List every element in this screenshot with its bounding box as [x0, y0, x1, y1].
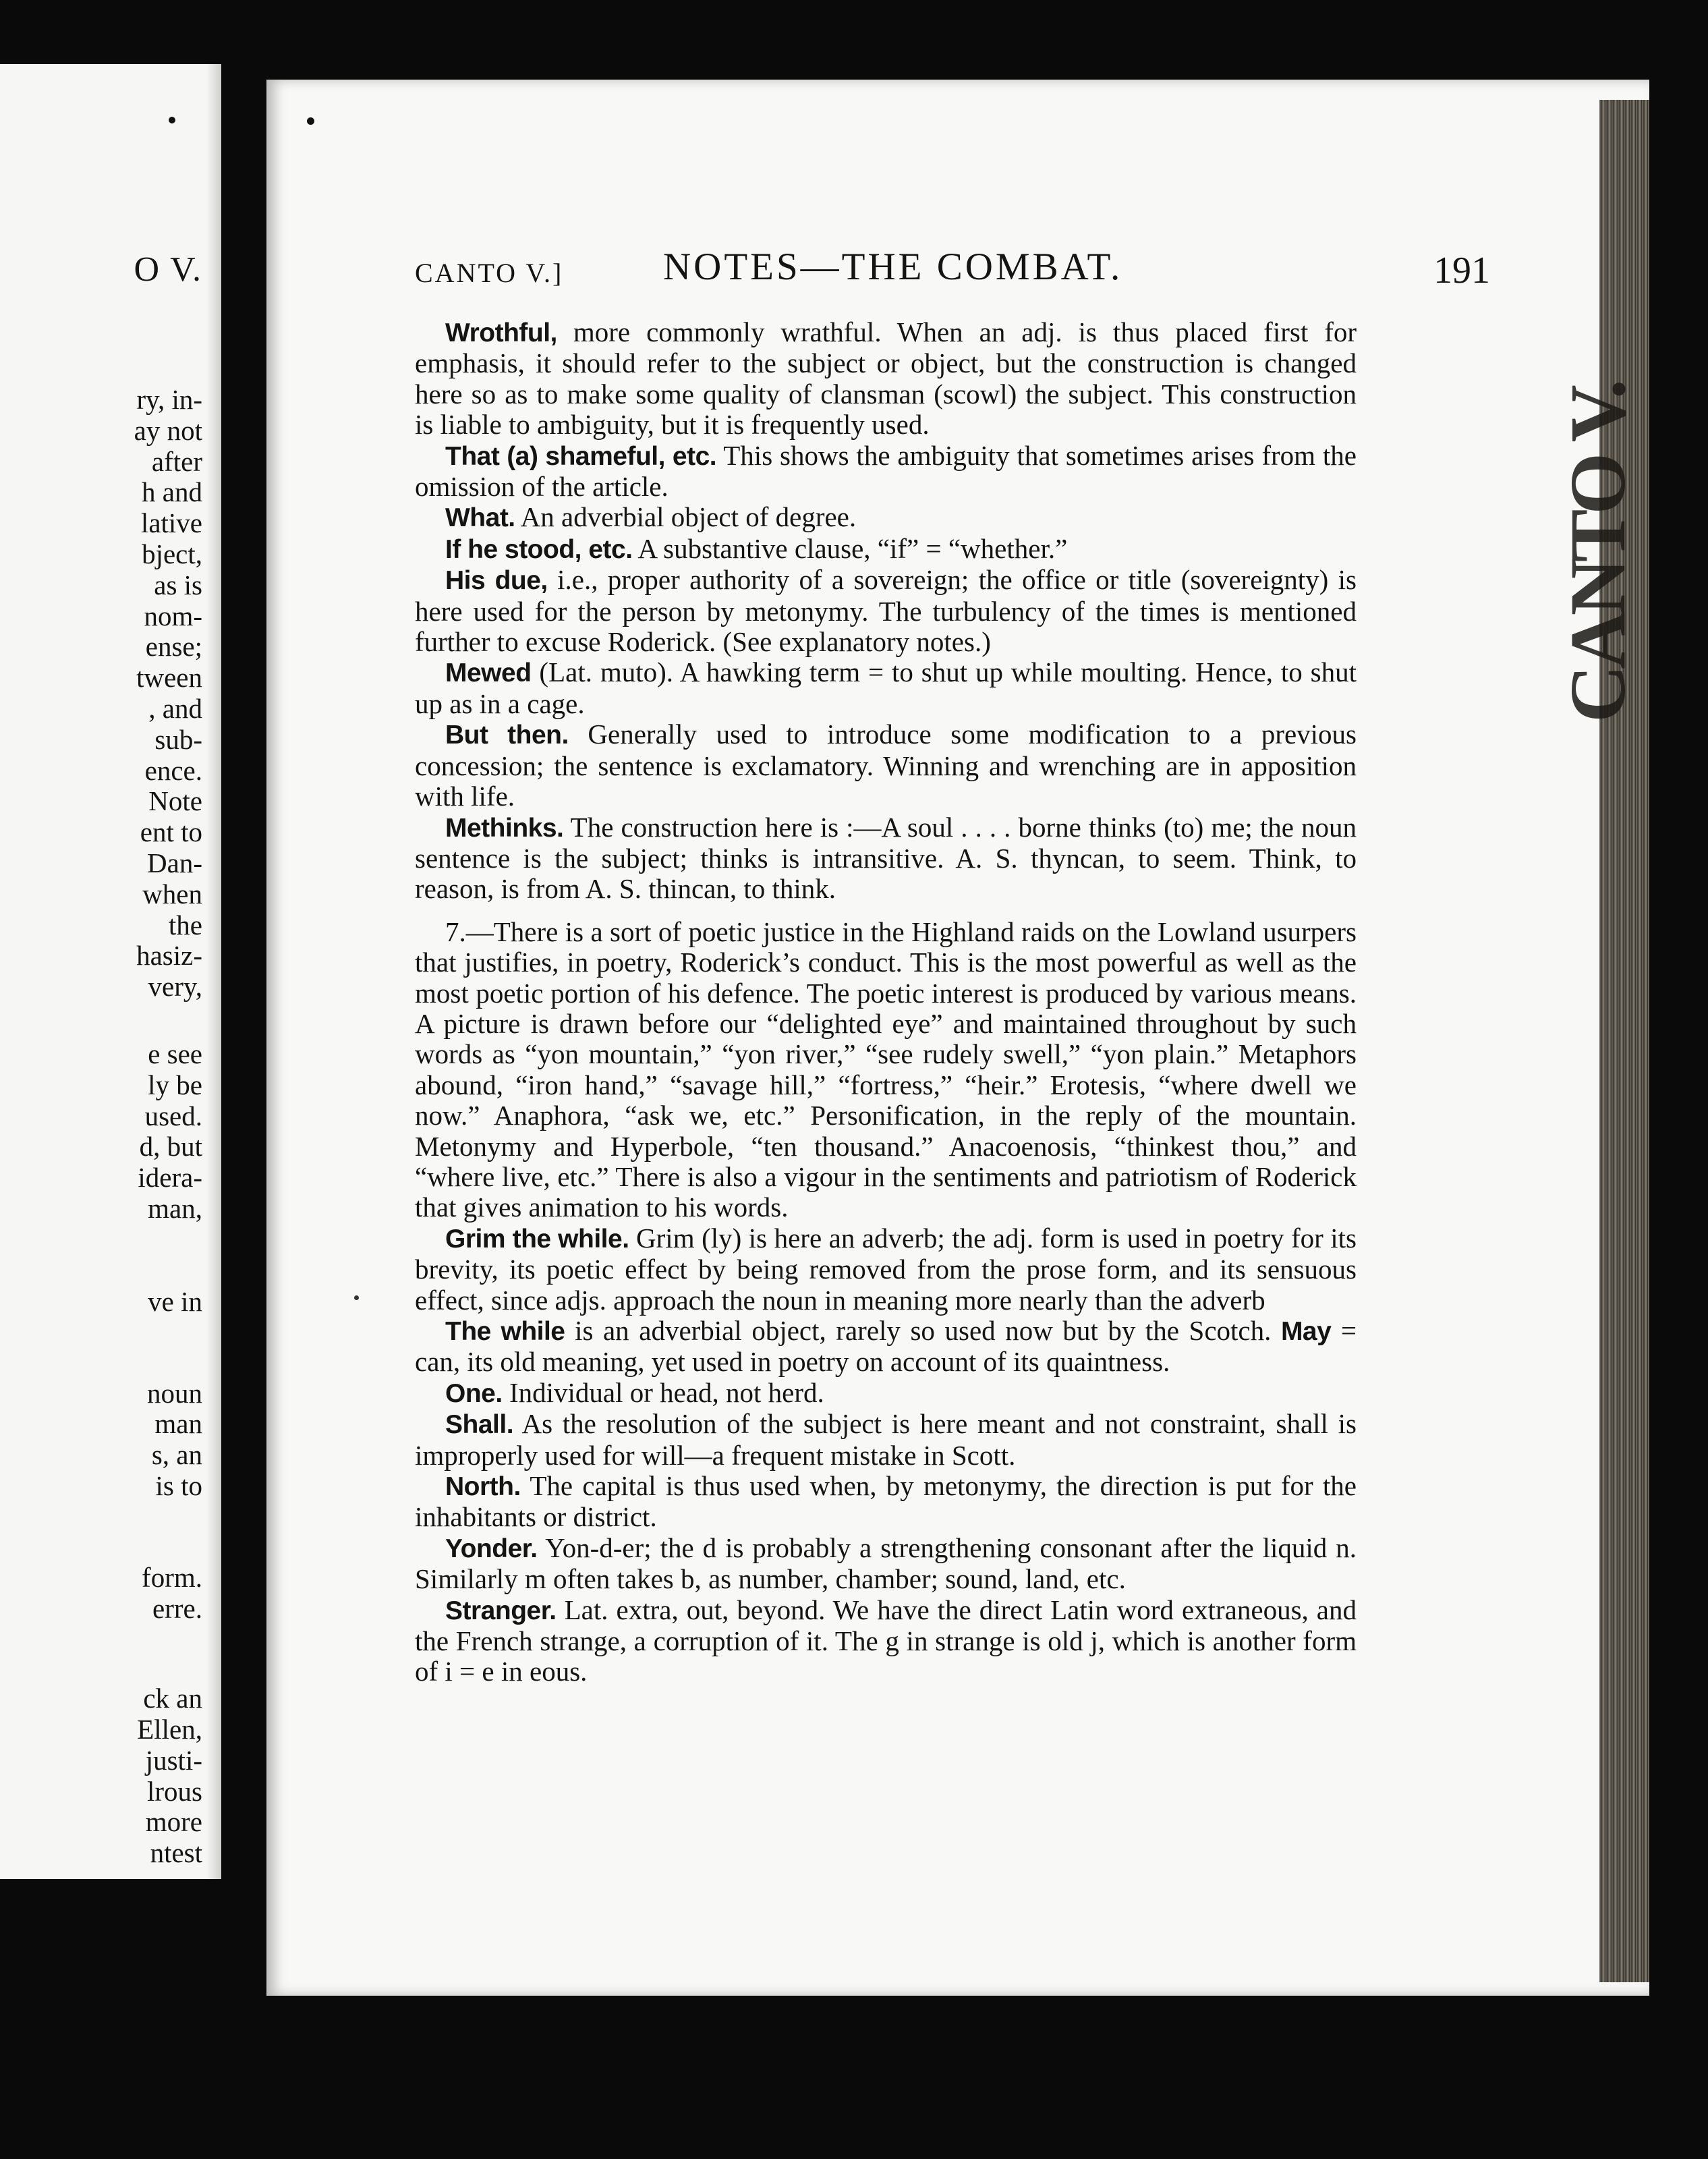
left-line: very, — [148, 971, 202, 1003]
note-text: Individual or head, not herd. — [509, 1376, 824, 1408]
note-entry — [415, 657, 1357, 719]
note-headword: One. — [445, 1378, 503, 1408]
edge-bleed-text: CANTO V. — [1554, 383, 1642, 723]
left-line: lrous — [147, 1775, 202, 1807]
note-entry — [415, 812, 1357, 905]
left-line: is to — [155, 1469, 202, 1501]
left-page-lines — [134, 385, 202, 1869]
left-line: ly be — [148, 1069, 202, 1100]
left-line: man, — [148, 1192, 202, 1224]
left-line: bject, — [142, 538, 202, 569]
note-entry — [415, 317, 1357, 441]
note-text: An adverbial object of degree. — [520, 501, 857, 533]
left-line: , and — [148, 692, 202, 724]
left-line: d, but — [139, 1131, 202, 1162]
left-line: used. — [144, 1100, 202, 1131]
note-headword: That (a) shameful, etc. — [445, 441, 717, 471]
note-text: As the resolution of the subject is here meant and not constraint, shall is improperly used for will—a frequent mistake in Scott. — [415, 1408, 1357, 1471]
note-text: more commonly wrathful. When an adj. is thus placed first for emphasis, it should refer to the subject or object, but the construction is changed here so as to make some quality of clansman (scowl) the subject. This construction is liable to ambiguity, but it is frequently used. — [415, 316, 1357, 441]
left-line: idera- — [138, 1162, 202, 1194]
left-line: Note — [148, 785, 202, 817]
note-entry — [415, 441, 1357, 503]
left-line: more — [145, 1806, 202, 1838]
left-line: ent to — [140, 816, 202, 848]
note-headword: Mewed — [445, 658, 532, 688]
left-line: ck an — [143, 1683, 202, 1714]
left-line: e see — [148, 1038, 202, 1069]
note-entry — [415, 1223, 1357, 1316]
note-headword: North. — [445, 1472, 521, 1502]
left-line: as is — [154, 569, 202, 600]
page-title: NOTES—THE COMBAT. — [663, 246, 1123, 288]
left-line: Ellen, — [137, 1714, 202, 1745]
left-line: tween — [136, 662, 202, 694]
note-text: Lat. extra, out, beyond. We have the direct Latin word extraneous, and the French strange, a corruption of it. The g in strange is old j, which is another form of i = e in eous. — [415, 1594, 1357, 1687]
note-headword: Methinks. — [445, 813, 564, 843]
note-entry — [415, 1595, 1357, 1687]
note-text: Grim (ly) is here an adverb; the adj. form is used in poetry for its brevity, its poetic effect by being removed from the prose form, and its sensuous effect, since adjs. approach the noun in meaning more nearly than the adverb — [415, 1222, 1357, 1316]
note-headword: What. — [445, 503, 515, 533]
note-headword: Grim the while. — [445, 1224, 629, 1254]
note-headword: His due, — [445, 566, 548, 596]
left-line: ense; — [145, 631, 202, 663]
running-head — [415, 245, 1616, 292]
note-entry — [415, 1409, 1357, 1471]
note-text: The capital is thus used when, by metonymy, the direction is put for the inhabitants or district. — [415, 1470, 1357, 1533]
left-line: Dan- — [147, 847, 202, 878]
paragraph-7: 7.—There is a sort of poetic justice in the Highland raids on the Lowland usurpers that justifies, in poetry, Roderick’s conduct. This is the most powerful as well as the most poetic portion of his defence. The poetic interest is produced by various means. A picture is drawn before our “delighted eye” and maintained throughout by such words as “yon mountain,” “yon river,” “see rudely swell,” “yon plain.” Metaphors abound, “iron hand,” “savage hill,” “fortress,” “heir.” Erotesis, “where dwell we now.” Anaphora, “ask we, etc.” Personification, in the reply of the mountain. Metonymy and Hyperbole, “ten thousand.” Anacoenosis, “thinkest thou,” and “where live, etc.” There is also a vigour in the sentiments and patriotism of Roderick that gives animation to his words. — [415, 916, 1357, 1223]
left-page-fragment — [0, 64, 221, 1879]
left-line: ry, in- — [136, 384, 202, 415]
note-entry — [415, 502, 1357, 533]
note-entry — [415, 534, 1357, 565]
left-line: lative — [140, 507, 202, 539]
ink-dot — [307, 117, 314, 125]
left-line: after — [151, 445, 202, 477]
note-text: Generally used to introduce some modification to a previous concession; the sentence is exclamatory. Winning and wrenching are in apposition with life. — [415, 719, 1357, 812]
note-entry — [415, 1316, 1357, 1378]
page-body — [415, 317, 1357, 1687]
note-headword: But then. — [445, 721, 569, 750]
left-line: h and — [142, 476, 202, 508]
note-headword: Shall. — [445, 1410, 514, 1440]
left-line: ve in — [148, 1285, 202, 1317]
left-line: sub- — [154, 723, 202, 755]
ink-dot — [169, 117, 175, 123]
note-headword: May — [1280, 1317, 1332, 1346]
note-entry — [415, 565, 1357, 657]
note-text: (Lat. muto). A hawking term = to shut up while moulting. Hence, to shut up as in a cage. — [415, 656, 1357, 719]
left-line: ay not — [134, 414, 202, 446]
note-entry — [415, 719, 1357, 812]
note-headword: Yonder. — [445, 1534, 538, 1563]
note-entry — [415, 1533, 1357, 1595]
note-text: Yon-d-er; the d is probably a strengthening consonant after the liquid n. Similarly m often takes b, as number, chamber; sound, land, etc. — [415, 1532, 1357, 1595]
page-edge — [1554, 100, 1649, 1982]
left-line: nom- — [144, 600, 202, 632]
left-line: when — [142, 878, 202, 909]
note-text: The construction here is :—A soul . . . . borne thinks (to) me; the noun sentence is the subject; thinks is intransitive. A. S. thyncan, to seem. Think, to reason, is from A. S. thincan, to think. — [415, 811, 1357, 905]
page-gutter — [206, 64, 221, 1879]
note-entry — [415, 1471, 1357, 1533]
left-line: form. — [142, 1561, 202, 1593]
note-headword: Stranger. — [445, 1596, 557, 1625]
note-text: = can, its old meaning, yet used in poetry on account of its quaintness. — [415, 1315, 1357, 1378]
note-text: A substantive clause, “if” = “whether.” — [637, 532, 1068, 564]
left-line: man — [154, 1408, 202, 1440]
canto-label: CANTO V.] — [415, 258, 564, 288]
ink-mark — [354, 1295, 359, 1300]
book-page — [266, 80, 1649, 1996]
left-line: hasiz- — [136, 940, 202, 972]
left-line: ence. — [144, 754, 202, 786]
note-entry — [415, 1378, 1357, 1409]
left-page-header: O V. — [134, 250, 202, 289]
left-line: justi- — [145, 1744, 202, 1776]
note-text: This shows the ambiguity that sometimes arises from the omission of the article. — [415, 439, 1357, 503]
note-headword: Wrothful, — [445, 318, 557, 347]
note-headword: The while — [445, 1317, 565, 1346]
note-text: is an adverbial object, rarely so used now but by the Scotch. — [575, 1315, 1272, 1346]
left-line: noun — [147, 1377, 202, 1409]
left-line: s, an — [151, 1439, 202, 1471]
left-line: the — [168, 909, 202, 941]
left-line: ntest — [150, 1837, 202, 1869]
page-number: 191 — [1433, 250, 1490, 291]
left-line: erre. — [152, 1592, 202, 1624]
note-headword: If he stood, etc. — [445, 534, 633, 564]
note-text: i.e., proper authority of a sovereign; the office or title (sovereignty) is here used for the person by metonymy. The turbulency of the times is mentioned further to excuse Roderick. (See explanatory notes.) — [415, 564, 1357, 658]
